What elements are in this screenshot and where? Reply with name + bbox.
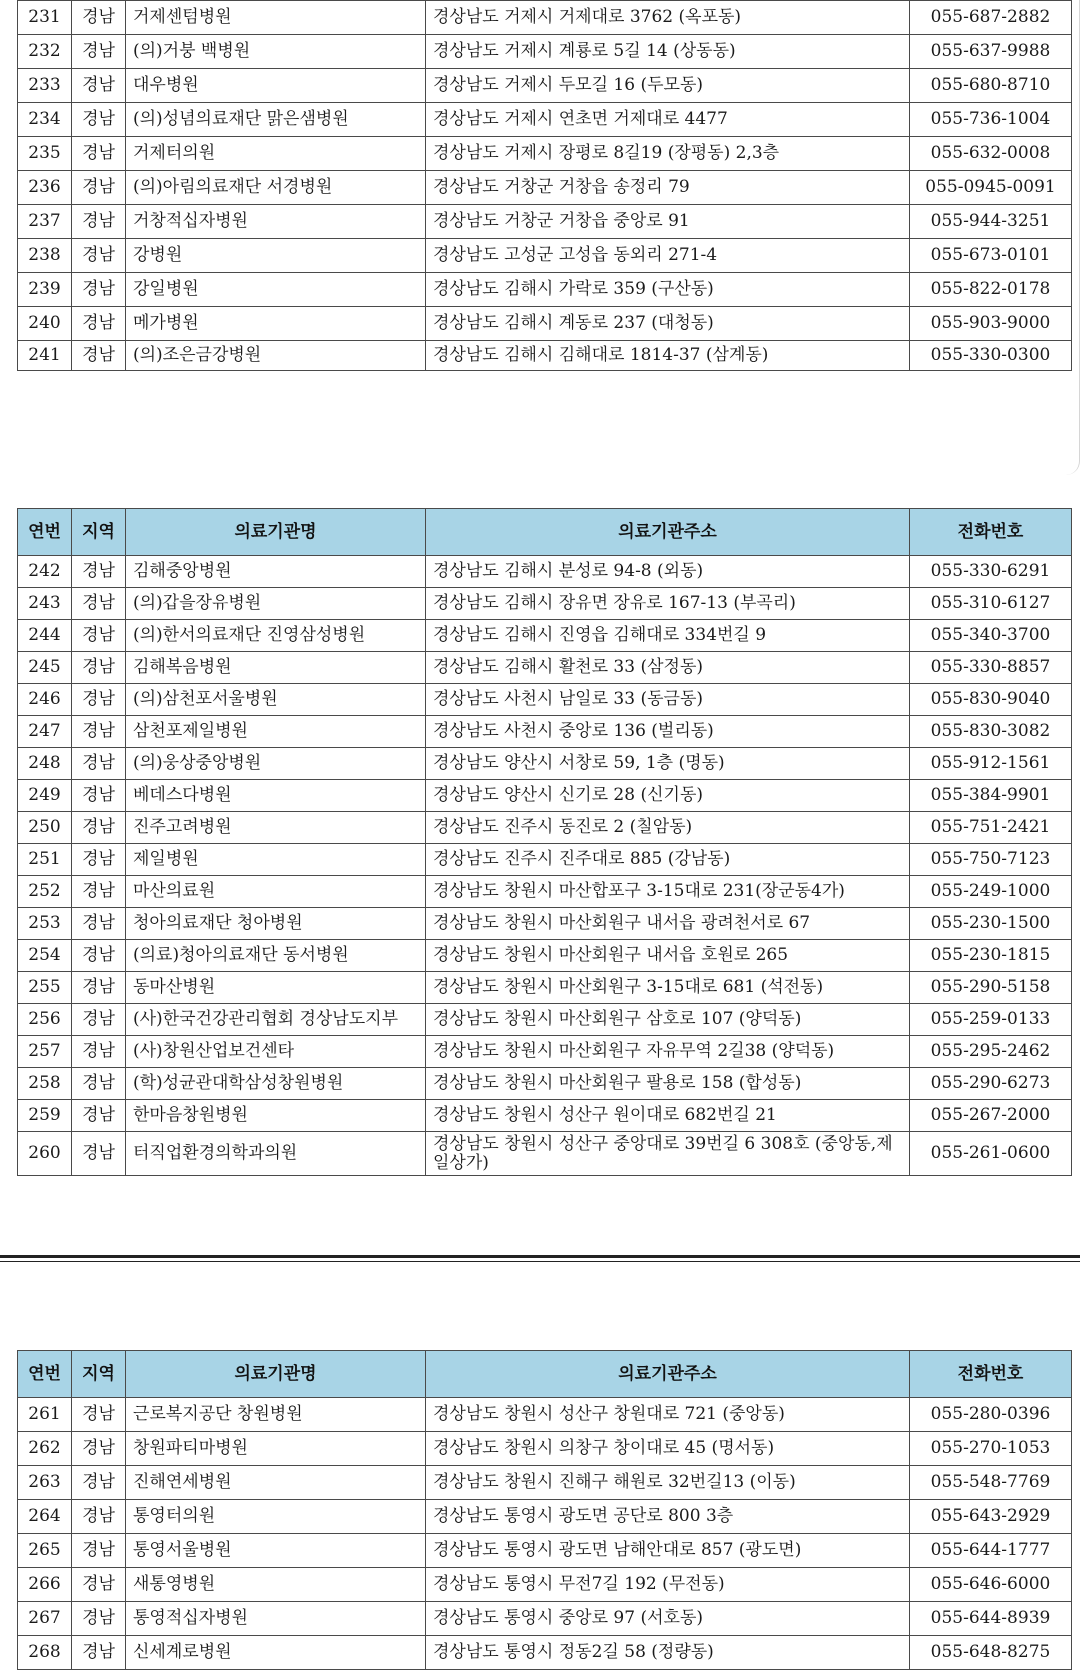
cell-name: (학)성균관대학삼성창원병원 (126, 1068, 426, 1100)
table-row (18, 684, 1072, 716)
table-row (18, 748, 1072, 780)
cell-region: 경남 (72, 1, 126, 35)
cell-address: 경상남도 통영시 정동2길 58 (정량동) (426, 1636, 910, 1670)
cell-num: 250 (18, 812, 72, 844)
table-row (18, 844, 1072, 876)
table-row (18, 972, 1072, 1004)
cell-phone: 055-751-2421 (910, 812, 1072, 844)
cell-address: 경상남도 거창군 거창읍 송정리 79 (426, 171, 910, 205)
cell-address: 경상남도 창원시 마산회원구 삼호로 107 (양덕동) (426, 1004, 910, 1036)
cell-region: 경남 (72, 341, 126, 371)
cell-name: 진주고려병원 (126, 812, 426, 844)
cell-name: (의)조은금강병원 (126, 341, 426, 371)
cell-region: 경남 (72, 972, 126, 1004)
cell-num: 244 (18, 620, 72, 652)
cell-phone: 055-230-1815 (910, 940, 1072, 972)
cell-address: 경상남도 창원시 마산회원구 자유무역 2길38 (양덕동) (426, 1036, 910, 1068)
cell-address: 경상남도 통영시 무전7길 192 (무전동) (426, 1568, 910, 1602)
table-row (18, 273, 1072, 307)
cell-address: 경상남도 거제시 계룡로 5길 14 (상동동) (426, 35, 910, 69)
cell-address: 경상남도 통영시 광도면 남해안대로 857 (광도면) (426, 1534, 910, 1568)
hospital-table-part-3 (17, 1350, 1072, 1670)
cell-address: 경상남도 창원시 마산회원구 3-15대로 681 (석전동) (426, 972, 910, 1004)
cell-region: 경남 (72, 1466, 126, 1500)
cell-address: 경상남도 거제시 거제대로 3762 (옥포동) (426, 1, 910, 35)
cell-num: 266 (18, 1568, 72, 1602)
cell-name: 거제터의원 (126, 137, 426, 171)
cell-address: 경상남도 창원시 마산회원구 내서읍 광려천서로 67 (426, 908, 910, 940)
cell-num: 251 (18, 844, 72, 876)
header-address: 의료기관주소 (426, 509, 910, 556)
cell-address: 경상남도 김해시 계동로 237 (대청동) (426, 307, 910, 341)
cell-num: 234 (18, 103, 72, 137)
cell-address: 경상남도 진주시 진주대로 885 (강남동) (426, 844, 910, 876)
cell-name: 통영터의원 (126, 1500, 426, 1534)
cell-region: 경남 (72, 137, 126, 171)
cell-num: 264 (18, 1500, 72, 1534)
header-region: 지역 (72, 509, 126, 556)
cell-region: 경남 (72, 1132, 126, 1176)
cell-name: 베데스다병원 (126, 780, 426, 812)
cell-region: 경남 (72, 716, 126, 748)
cell-phone: 055-384-9901 (910, 780, 1072, 812)
cell-address: 경상남도 김해시 김해대로 1814-37 (삼계동) (426, 341, 910, 371)
cell-name: (의료)청아의료재단 동서병원 (126, 940, 426, 972)
cell-name: 거제센텀병원 (126, 1, 426, 35)
cell-region: 경남 (72, 844, 126, 876)
cell-address: 경상남도 김해시 분성로 94-8 (외동) (426, 556, 910, 588)
cell-address: 경상남도 양산시 서창로 59, 1층 (명동) (426, 748, 910, 780)
cell-region: 경남 (72, 1036, 126, 1068)
cell-num: 241 (18, 341, 72, 371)
cell-phone: 055-643-2929 (910, 1500, 1072, 1534)
table-row (18, 69, 1072, 103)
cell-phone: 055-330-8857 (910, 652, 1072, 684)
header-phone: 전화번호 (910, 1351, 1072, 1398)
cell-num: 260 (18, 1132, 72, 1176)
cell-num: 268 (18, 1636, 72, 1670)
table-row (18, 556, 1072, 588)
table-row (18, 1500, 1072, 1534)
table-row (18, 307, 1072, 341)
cell-phone: 055-0945-0091 (910, 171, 1072, 205)
hospital-table-part-2 (17, 508, 1072, 1176)
table-row (18, 1, 1072, 35)
table-row (18, 1068, 1072, 1100)
cell-name: (의)삼천포서울병원 (126, 684, 426, 716)
cell-name: 삼천포제일병원 (126, 716, 426, 748)
cell-region: 경남 (72, 239, 126, 273)
cell-num: 237 (18, 205, 72, 239)
cell-num: 245 (18, 652, 72, 684)
cell-name: 대우병원 (126, 69, 426, 103)
cell-phone: 055-687-2882 (910, 1, 1072, 35)
cell-num: 242 (18, 556, 72, 588)
cell-address: 경상남도 거제시 두모길 16 (두모동) (426, 69, 910, 103)
cell-phone: 055-750-7123 (910, 844, 1072, 876)
cell-name: 통영서울병원 (126, 1534, 426, 1568)
cell-region: 경남 (72, 1568, 126, 1602)
cell-phone: 055-736-1004 (910, 103, 1072, 137)
cell-name: (의)웅상중앙병원 (126, 748, 426, 780)
hospital-table-part-1 (17, 0, 1072, 371)
cell-region: 경남 (72, 1100, 126, 1132)
cell-address: 경상남도 창원시 마산회원구 팔용로 158 (합성동) (426, 1068, 910, 1100)
cell-name: 마산의료원 (126, 876, 426, 908)
cell-phone: 055-249-1000 (910, 876, 1072, 908)
table-row (18, 205, 1072, 239)
cell-region: 경남 (72, 103, 126, 137)
cell-region: 경남 (72, 748, 126, 780)
cell-address: 경상남도 창원시 성산구 창원대로 721 (중앙동) (426, 1398, 910, 1432)
cell-num: 249 (18, 780, 72, 812)
cell-phone: 055-944-3251 (910, 205, 1072, 239)
cell-phone: 055-267-2000 (910, 1100, 1072, 1132)
cell-name: (의)성념의료재단 맑은샘병원 (126, 103, 426, 137)
cell-phone: 055-548-7769 (910, 1466, 1072, 1500)
cell-num: 246 (18, 684, 72, 716)
cell-address: 경상남도 거제시 장평로 8길19 (장평동) 2,3층 (426, 137, 910, 171)
cell-phone: 055-310-6127 (910, 588, 1072, 620)
cell-address: 경상남도 창원시 진해구 해원로 32번길13 (이동) (426, 1466, 910, 1500)
cell-num: 232 (18, 35, 72, 69)
cell-address: 경상남도 김해시 진영읍 김해대로 334번길 9 (426, 620, 910, 652)
cell-num: 235 (18, 137, 72, 171)
cell-region: 경남 (72, 1534, 126, 1568)
cell-name: (사)한국건강관리협회 경상남도지부 (126, 1004, 426, 1036)
cell-phone: 055-680-8710 (910, 69, 1072, 103)
table-row (18, 35, 1072, 69)
table-row (18, 812, 1072, 844)
cell-name: 메가병원 (126, 307, 426, 341)
cell-phone: 055-632-0008 (910, 137, 1072, 171)
cell-num: 256 (18, 1004, 72, 1036)
cell-name: 창원파티마병원 (126, 1432, 426, 1466)
cell-name: 터직업환경의학과의원 (126, 1132, 426, 1176)
cell-phone: 055-290-5158 (910, 972, 1072, 1004)
cell-name: 신세계로병원 (126, 1636, 426, 1670)
cell-num: 248 (18, 748, 72, 780)
table-header-row (18, 509, 1072, 556)
header-num: 연번 (18, 1351, 72, 1398)
table-row (18, 103, 1072, 137)
table-row (18, 1636, 1072, 1670)
cell-phone: 055-270-1053 (910, 1432, 1072, 1466)
cell-num: 253 (18, 908, 72, 940)
cell-name: 제일병원 (126, 844, 426, 876)
cell-name: (의)한서의료재단 진영삼성병원 (126, 620, 426, 652)
cell-region: 경남 (72, 69, 126, 103)
table-row (18, 1398, 1072, 1432)
cell-phone: 055-644-8939 (910, 1602, 1072, 1636)
cell-phone: 055-259-0133 (910, 1004, 1072, 1036)
cell-region: 경남 (72, 307, 126, 341)
cell-address: 경상남도 진주시 동진로 2 (칠암동) (426, 812, 910, 844)
cell-phone: 055-290-6273 (910, 1068, 1072, 1100)
cell-name: 김해중앙병원 (126, 556, 426, 588)
cell-address: 경상남도 김해시 장유면 장유로 167-13 (부곡리) (426, 588, 910, 620)
table-row (18, 239, 1072, 273)
table-row (18, 588, 1072, 620)
cell-num: 243 (18, 588, 72, 620)
cell-address: 경상남도 통영시 중앙로 97 (서호동) (426, 1602, 910, 1636)
cell-name: (의)갑을장유병원 (126, 588, 426, 620)
cell-phone: 055-340-3700 (910, 620, 1072, 652)
cell-num: 258 (18, 1068, 72, 1100)
cell-region: 경남 (72, 940, 126, 972)
cell-name: 청아의료재단 청아병원 (126, 908, 426, 940)
table-row (18, 1534, 1072, 1568)
cell-phone: 055-295-2462 (910, 1036, 1072, 1068)
cell-region: 경남 (72, 1636, 126, 1670)
cell-address: 경상남도 김해시 가락로 359 (구산동) (426, 273, 910, 307)
cell-phone: 055-646-6000 (910, 1568, 1072, 1602)
cell-name: 한마음창원병원 (126, 1100, 426, 1132)
cell-name: 강병원 (126, 239, 426, 273)
cell-num: 261 (18, 1398, 72, 1432)
cell-num: 233 (18, 69, 72, 103)
cell-num: 259 (18, 1100, 72, 1132)
cell-num: 267 (18, 1602, 72, 1636)
cell-address: 경상남도 창원시 마산회원구 내서읍 호원로 265 (426, 940, 910, 972)
cell-phone: 055-280-0396 (910, 1398, 1072, 1432)
table-row (18, 908, 1072, 940)
table-row (18, 1466, 1072, 1500)
cell-region: 경남 (72, 35, 126, 69)
table-row (18, 341, 1072, 371)
page-divider-thin (0, 1261, 1080, 1262)
cell-num: 240 (18, 307, 72, 341)
cell-num: 236 (18, 171, 72, 205)
cell-phone: 055-648-8275 (910, 1636, 1072, 1670)
cell-address: 경상남도 거제시 연초면 거제대로 4477 (426, 103, 910, 137)
cell-name: 통영적십자병원 (126, 1602, 426, 1636)
cell-phone: 055-912-1561 (910, 748, 1072, 780)
cell-phone: 055-330-6291 (910, 556, 1072, 588)
cell-region: 경남 (72, 556, 126, 588)
cell-name: 동마산병원 (126, 972, 426, 1004)
header-region: 지역 (72, 1351, 126, 1398)
cell-region: 경남 (72, 908, 126, 940)
cell-phone: 055-644-1777 (910, 1534, 1072, 1568)
cell-address: 경상남도 창원시 성산구 중앙대로 39번길 6 308호 (중앙동,제일상가) (426, 1132, 910, 1176)
cell-address: 경상남도 양산시 신기로 28 (신기동) (426, 780, 910, 812)
cell-name: 새통영병원 (126, 1568, 426, 1602)
cell-name: 근로복지공단 창원병원 (126, 1398, 426, 1432)
cell-num: 247 (18, 716, 72, 748)
cell-num: 238 (18, 239, 72, 273)
cell-region: 경남 (72, 620, 126, 652)
cell-phone: 055-903-9000 (910, 307, 1072, 341)
cell-num: 239 (18, 273, 72, 307)
cell-address: 경상남도 창원시 의창구 창이대로 45 (명서동) (426, 1432, 910, 1466)
cell-phone: 055-822-0178 (910, 273, 1072, 307)
table-row (18, 171, 1072, 205)
cell-name: (의)거붕 백병원 (126, 35, 426, 69)
table-row (18, 1132, 1072, 1176)
table-row (18, 620, 1072, 652)
cell-phone: 055-673-0101 (910, 239, 1072, 273)
table-header-row (18, 1351, 1072, 1398)
cell-address: 경상남도 사천시 중앙로 136 (벌리동) (426, 716, 910, 748)
cell-num: 265 (18, 1534, 72, 1568)
cell-name: 진해연세병원 (126, 1466, 426, 1500)
cell-address: 경상남도 사천시 남일로 33 (동금동) (426, 684, 910, 716)
cell-name: (의)아림의료재단 서경병원 (126, 171, 426, 205)
table-row (18, 1100, 1072, 1132)
header-phone: 전화번호 (910, 509, 1072, 556)
cell-region: 경남 (72, 780, 126, 812)
header-num: 연번 (18, 509, 72, 556)
cell-region: 경남 (72, 684, 126, 716)
header-address: 의료기관주소 (426, 1351, 910, 1398)
cell-phone: 055-330-0300 (910, 341, 1072, 371)
table-row (18, 652, 1072, 684)
cell-region: 경남 (72, 652, 126, 684)
page-divider (0, 1255, 1080, 1258)
cell-phone: 055-637-9988 (910, 35, 1072, 69)
table-row (18, 1432, 1072, 1466)
table-row (18, 780, 1072, 812)
cell-num: 254 (18, 940, 72, 972)
cell-phone: 055-230-1500 (910, 908, 1072, 940)
table-row (18, 1568, 1072, 1602)
cell-region: 경남 (72, 1068, 126, 1100)
cell-name: 거창적십자병원 (126, 205, 426, 239)
table-row (18, 1004, 1072, 1036)
cell-address: 경상남도 김해시 활천로 33 (삼정동) (426, 652, 910, 684)
cell-address: 경상남도 창원시 성산구 원이대로 682번길 21 (426, 1100, 910, 1132)
table-row (18, 876, 1072, 908)
cell-region: 경남 (72, 876, 126, 908)
cell-num: 262 (18, 1432, 72, 1466)
cell-phone: 055-830-3082 (910, 716, 1072, 748)
header-name: 의료기관명 (126, 509, 426, 556)
cell-region: 경남 (72, 205, 126, 239)
cell-region: 경남 (72, 273, 126, 307)
header-name: 의료기관명 (126, 1351, 426, 1398)
cell-name: 강일병원 (126, 273, 426, 307)
cell-region: 경남 (72, 1004, 126, 1036)
cell-name: 김해복음병원 (126, 652, 426, 684)
cell-address: 경상남도 창원시 마산합포구 3-15대로 231(장군동4가) (426, 876, 910, 908)
cell-region: 경남 (72, 1602, 126, 1636)
cell-num: 263 (18, 1466, 72, 1500)
cell-address: 경상남도 고성군 고성읍 동외리 271-4 (426, 239, 910, 273)
table-row (18, 1036, 1072, 1068)
cell-region: 경남 (72, 1432, 126, 1466)
table-row (18, 940, 1072, 972)
cell-num: 255 (18, 972, 72, 1004)
cell-region: 경남 (72, 588, 126, 620)
table-row (18, 137, 1072, 171)
cell-region: 경남 (72, 1398, 126, 1432)
cell-num: 252 (18, 876, 72, 908)
cell-region: 경남 (72, 812, 126, 844)
cell-region: 경남 (72, 1500, 126, 1534)
table-row (18, 716, 1072, 748)
cell-address: 경상남도 거창군 거창읍 중앙로 91 (426, 205, 910, 239)
cell-region: 경남 (72, 171, 126, 205)
cell-name: (사)창원산업보건센타 (126, 1036, 426, 1068)
cell-phone: 055-830-9040 (910, 684, 1072, 716)
cell-num: 257 (18, 1036, 72, 1068)
cell-address: 경상남도 통영시 광도면 공단로 800 3층 (426, 1500, 910, 1534)
table-row (18, 1602, 1072, 1636)
cell-num: 231 (18, 1, 72, 35)
cell-phone: 055-261-0600 (910, 1132, 1072, 1176)
